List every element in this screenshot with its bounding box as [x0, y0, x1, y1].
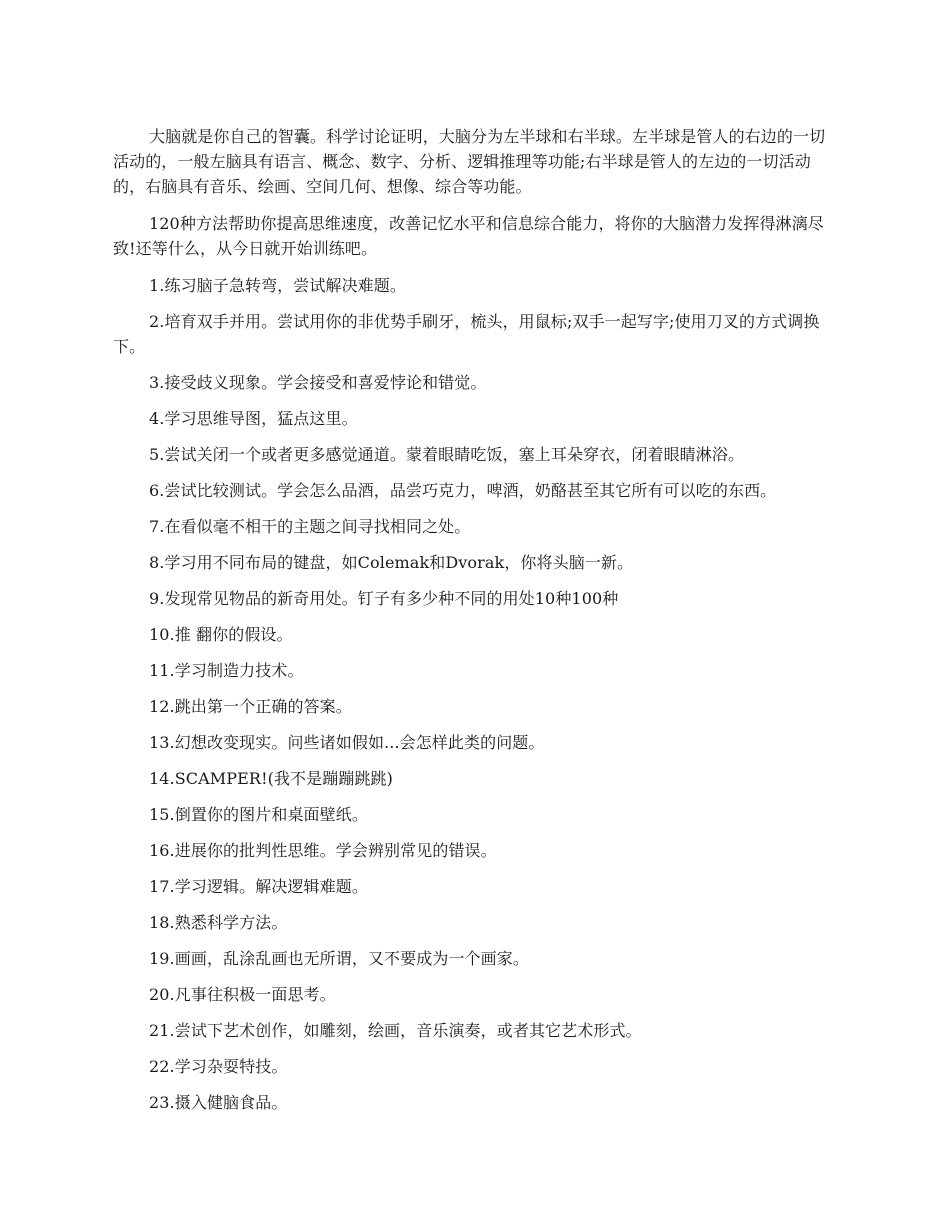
list-item: 11.学习制造力技术。 — [149, 661, 304, 680]
list-item: 4.学习思维导图，猛点这里。 — [149, 409, 358, 428]
list-item: 5.尝试关闭一个或者更多感觉通道。蒙着眼睛吃饭，塞上耳朵穿衣，闭着眼睛淋浴。 — [149, 445, 745, 464]
list-item: 17.学习逻辑。解决逻辑难题。 — [149, 877, 368, 896]
list-item: 15.倒置你的图片和桌面壁纸。 — [149, 805, 368, 824]
list-item: 1.练习脑子急转弯，尝试解决难题。 — [149, 276, 406, 295]
intro-paragraph: 120种方法帮助你提高思维速度，改善记忆水平和信息综合能力，将你的大脑潜力发挥得淋漓尽致!还等什么，从今日就开始训练吧。 — [113, 214, 824, 258]
list-item: 2.培育双手并用。尝试用你的非优势手刷牙，梳头，用鼠标;双手一起写字;使用刀叉的方式调换下。 — [113, 312, 820, 356]
list-item: 3.接受歧义现象。学会接受和喜爱悖论和错觉。 — [149, 373, 487, 392]
list-item: 23.摄入健脑食品。 — [149, 1093, 288, 1112]
list-item: 9.发现常见物品的新奇用处。钉子有多少种不同的用处10种100种 — [149, 589, 619, 608]
list-item: 16.进展你的批判性思维。学会辨别常见的错误。 — [149, 841, 497, 860]
intro-paragraph: 大脑就是你自己的智囊。科学讨论证明，大脑分为左半球和右半球。左半球是管人的右边的一切活动的，一般左脑具有语言、概念、数字、分析、逻辑推理等功能;右半球是管人的左边的一切活动的，右脑具有音乐、绘画、空间几何、想像、综合等功能。 — [113, 127, 826, 196]
list-item: 10.推 翻你的假设。 — [149, 625, 293, 644]
list-item: 21.尝试下艺术创作，如雕刻，绘画，音乐演奏，或者其它艺术形式。 — [149, 1021, 642, 1040]
list-item: 8.学习用不同布局的键盘，如Colemak和Dvorak，你将头脑一新。 — [149, 553, 634, 572]
list-item: 12.跳出第一个正确的答案。 — [149, 697, 352, 716]
list-item: 14.SCAMPER!(我不是蹦蹦跳跳) — [149, 769, 393, 788]
list-item: 6.尝试比较测试。学会怎么品酒，品尝巧克力，啤酒，奶酪甚至其它所有可以吃的东西。 — [149, 481, 777, 500]
list-item: 13.幻想改变现实。问些诸如假如...会怎样此类的问题。 — [149, 733, 545, 752]
list-item: 22.学习杂耍特技。 — [149, 1057, 288, 1076]
list-item: 7.在看似毫不相干的主题之间寻找相同之处。 — [149, 517, 471, 536]
list-item: 19.画画，乱涂乱画也无所谓，又不要成为一个画家。 — [149, 949, 529, 968]
list-item: 20.凡事往积极一面思考。 — [149, 985, 336, 1004]
document-body — [113, 124, 838, 1126]
list-item: 18.熟悉科学方法。 — [149, 913, 288, 932]
